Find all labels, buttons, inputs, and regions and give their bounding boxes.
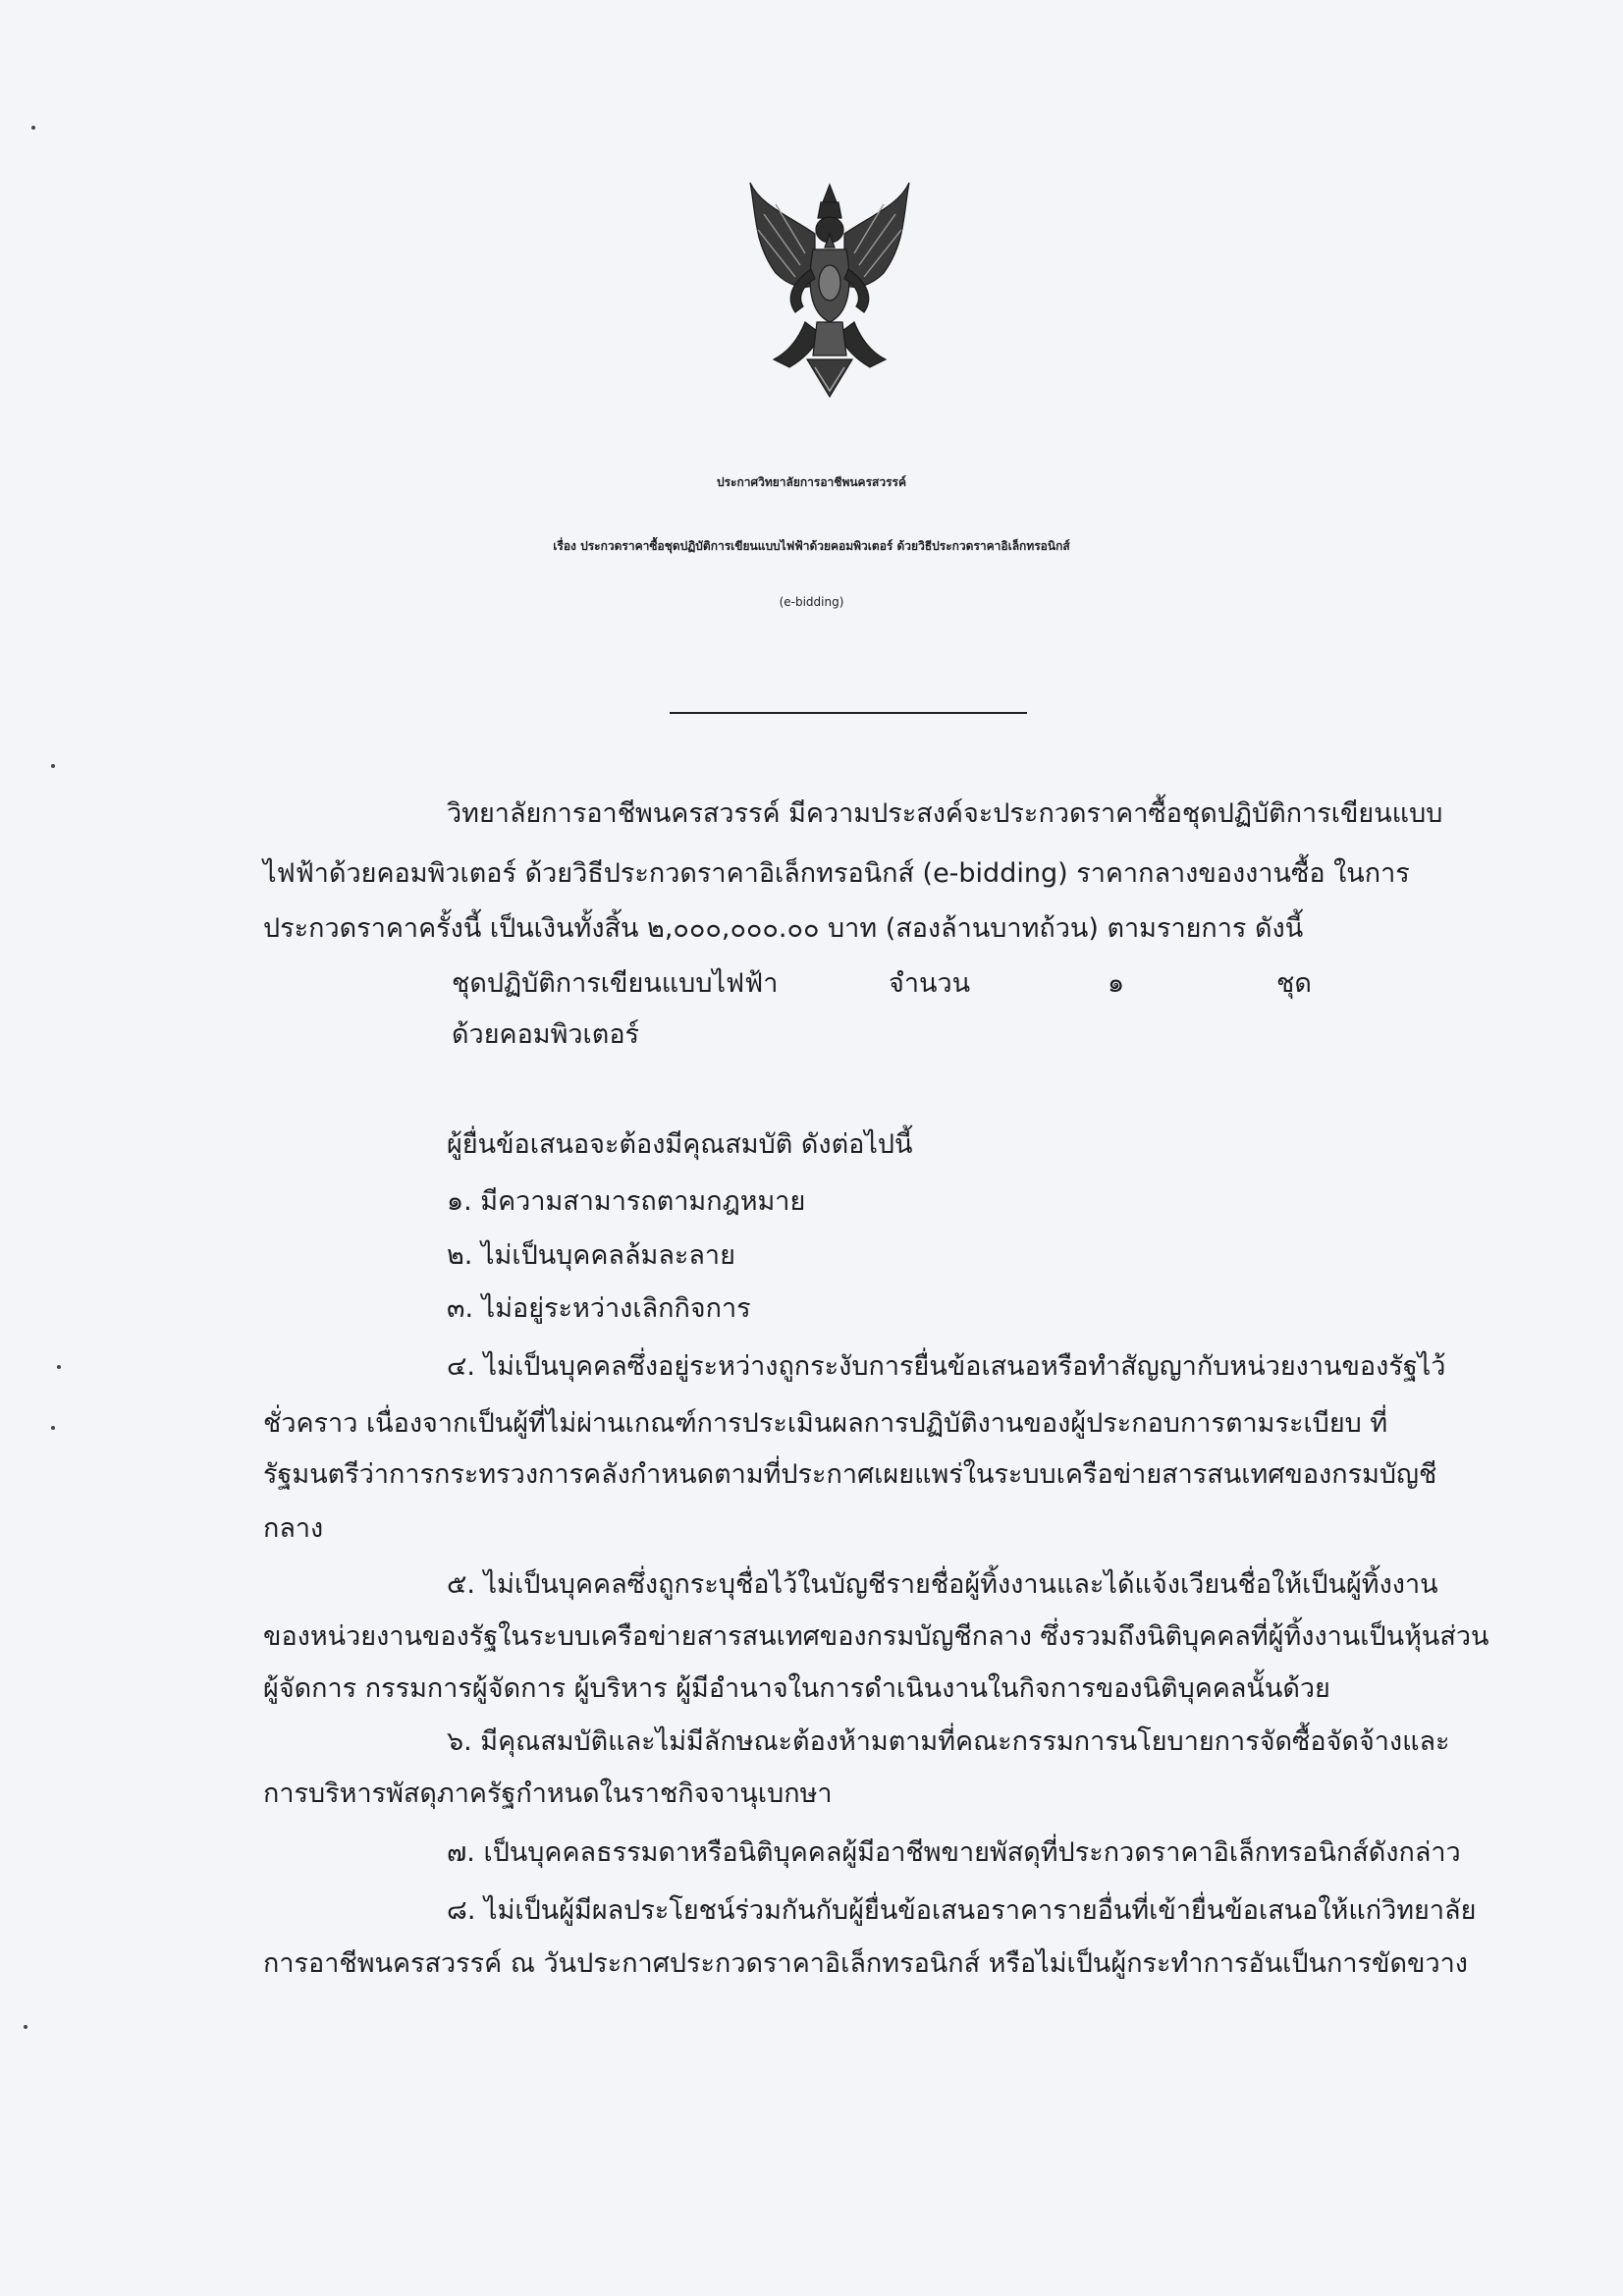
- announcement-title: ประกาศวิทยาลัยการอาชีพนครสวรรค์: [716, 475, 907, 489]
- intro-line-3: ประกวดราคาครั้งนี้ เป็นเงินทั้งสิ้น ๒,๐๐๐,๐๐๐.๐๐ บาท (สองล้านบาทถ้วน) ตามรายการ ดังนี้: [263, 913, 1304, 944]
- qualification-5-line-3: ผู้จัดการ กรรมการผู้จัดการ ผู้บริหาร ผู้มีอำนาจในการดำเนินงานในกิจการของนิติบุคคลนั้นด้วย: [263, 1673, 1330, 1704]
- qualification-4-line-4: กลาง: [263, 1513, 324, 1544]
- qualification-5-line-1: ๕. ไม่เป็นบุคคลซึ่งถูกระบุชื่อไว้ในบัญชีรายชื่อผู้ทิ้งงานและได้แจ้งเวียนชื่อให้เป็นผู้ทิ้งงาน: [447, 1569, 1438, 1600]
- intro-line-1: วิทยาลัยการอาชีพนครสวรรค์ มีความประสงค์จะประกวดราคาซื้อชุดปฏิบัติการเขียนแบบ: [447, 798, 1443, 829]
- qualification-2: ๒. ไม่เป็นบุคคลล้มละลาย: [447, 1240, 735, 1271]
- bidding-method: (e-bidding): [779, 595, 844, 609]
- qualification-7: ๗. เป็นบุคคลธรรมดาหรือนิติบุคคลผู้มีอาชีพขายพัสดุที่ประกวดราคาอิเล็กทรอนิกส์ดังกล่าว: [447, 1837, 1461, 1868]
- qualification-4-line-3: รัฐมนตรีว่าการกระทรวงการคลังกำหนดตามที่ประกาศเผยแพร่ในระบบเครือข่ายสารสนเทศของกรมบัญชี: [263, 1459, 1437, 1490]
- scan-speck: [24, 2025, 27, 2029]
- scan-speck: [51, 1426, 55, 1430]
- qualification-4-line-1: ๔. ไม่เป็นบุคคลซึ่งอยู่ระหว่างถูกระงับการยื่นข้อเสนอหรือทำสัญญากับหน่วยงานของรัฐไว้: [447, 1351, 1446, 1382]
- announcement-subject: เรื่อง ประกวดราคาซื้อชุดปฏิบัติการเขียนแบบไฟฟ้าด้วยคอมพิวเตอร์ ด้วยวิธีประกวดราคาอิเล็กทรอนิกส์: [553, 539, 1070, 553]
- qualifications-heading: ผู้ยื่นข้อเสนอจะต้องมีคุณสมบัติ ดังต่อไปนี้: [447, 1129, 913, 1160]
- qualification-1: ๑. มีความสามารถตามกฎหมาย: [447, 1186, 806, 1217]
- item-qty: ๑: [1108, 968, 1125, 999]
- intro-line-2: ไฟฟ้าด้วยคอมพิวเตอร์ ด้วยวิธีประกวดราคาอิเล็กทรอนิกส์ (e-bidding) ราคากลางของงานซื้อ ในการ: [263, 858, 1410, 889]
- qualification-4-line-2: ชั่วคราว เนื่องจากเป็นผู้ที่ไม่ผ่านเกณฑ์การประเมินผลการปฏิบัติงานของผู้ประกอบการตามระเบียบ ที่: [263, 1408, 1388, 1439]
- qualification-6-line-1: ๖. มีคุณสมบัติและไม่มีลักษณะต้องห้ามตามที่คณะกรรมการนโยบายการจัดซื้อจัดจ้างและ: [447, 1726, 1450, 1757]
- qualification-5-line-2: ของหน่วยงานของรัฐในระบบเครือข่ายสารสนเทศของกรมบัญชีกลาง ซึ่งรวมถึงนิติบุคคลที่ผู้ทิ้งงานเป็นหุ้นส่วน: [263, 1621, 1489, 1652]
- item-unit: ชุด: [1276, 968, 1312, 999]
- garuda-emblem-icon: [746, 175, 913, 401]
- scan-speck: [51, 764, 55, 768]
- scan-speck: [31, 126, 35, 130]
- qualification-8-line-1: ๘. ไม่เป็นผู้มีผลประโยชน์ร่วมกันกับผู้ยื่นข้อเสนอราคารายอื่นที่เข้ายื่นข้อเสนอให้แก่วิทยาลัย: [447, 1895, 1477, 1926]
- scan-speck: [57, 1365, 61, 1369]
- qualification-8-line-2: การอาชีพนครสวรรค์ ณ วันประกาศประกวดราคาอิเล็กทรอนิกส์ หรือไม่เป็นผู้กระทำการอันเป็นการขัดขวาง: [263, 1948, 1468, 1979]
- item-name: ชุดปฏิบัติการเขียนแบบไฟฟ้า: [452, 968, 779, 999]
- qualification-3: ๓. ไม่อยู่ระหว่างเลิกกิจการ: [447, 1293, 751, 1324]
- qualification-6-line-2: การบริหารพัสดุภาครัฐกำหนดในราชกิจจานุเบกษา: [263, 1778, 833, 1809]
- title-divider: [670, 712, 1027, 714]
- item-name-cont: ด้วยคอมพิวเตอร์: [452, 1019, 640, 1050]
- item-qty-label: จำนวน: [889, 968, 971, 999]
